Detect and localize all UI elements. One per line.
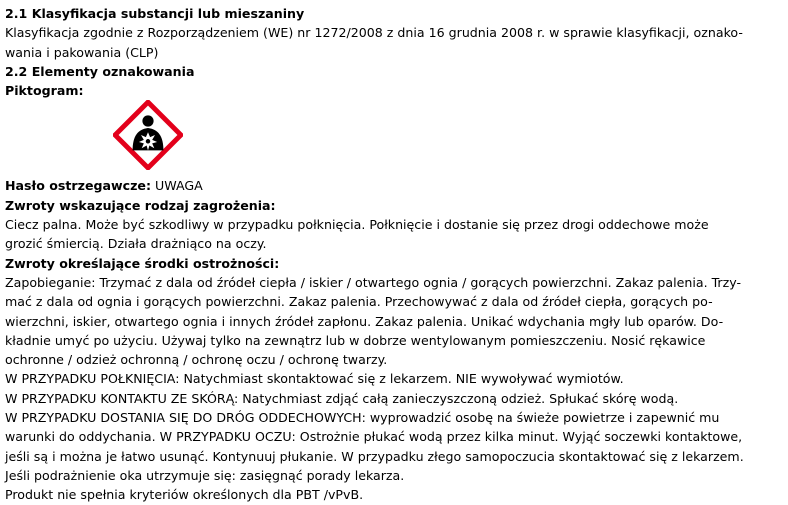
section-2-2-heading: 2.2 Elementy oznakowania [5, 63, 195, 79]
pbt-vpvb-statement: Produkt nie spełnia kryteriów określonych dla PBT /vPvB. [5, 487, 364, 503]
precautionary-statement-line-10: jeśli są i można je łatwo usunąć. Kontynuuj płukanie. W przypadku złego samopoczucia skontaktować się z lekarzem. [5, 448, 744, 464]
ghs08-health-hazard-icon [113, 100, 183, 170]
signal-word-row [5, 176, 783, 195]
precautionary-statement-line-4: kładnie umyć po użyciu. Używaj tylko na zewnątrz lub w dobrze wentylowanym pomieszczeniu. Nosić rękawice [5, 332, 706, 348]
precautionary-statement-line-7: W PRZYPADKU KONTAKTU ZE SKÓRĄ: Natychmiast zdjąć całą zanieczyszczoną odzież. Spłukać skórę wodą. [5, 390, 679, 406]
precautionary-statement-line-9: warunki do oddychania. W PRZYPADKU OCZU: Ostrożnie płukać wodą przez kilka minut. Wyjąć soczewki kontaktowe, [5, 429, 743, 445]
hazard-statement-line-2: grozić śmiercią. Działa drażniąco na oczy. [5, 236, 267, 252]
precautionary-statement-line-11: Jeśli podrażnienie oka utrzymuje się: zasięgnąć porady lekarza. [5, 467, 405, 483]
precautionary-statements-heading: Zwroty określające środki ostrożności: [5, 255, 280, 271]
precautionary-statement-line-8: W PRZYPADKU DOSTANIA SIĘ DO DRÓG ODDECHOWYCH: wyprowadzić osobę na świeże powietrze i zapewnić mu [5, 410, 720, 426]
pictogram-label: Piktogram: [5, 83, 84, 99]
signal-word-label: Hasło ostrzegawcze: [5, 178, 152, 194]
pictogram-area [5, 100, 783, 176]
precautionary-statement-line-3: wierzchni, iskier, otwartego ognia i innych źródeł zapłonu. Zakaz palenia. Unikać wdychania mgły lub oparów. Do- [5, 313, 724, 329]
section-2-1-heading: 2.1 Klasyfikacja substancji lub mieszaniny [5, 6, 305, 21]
signal-word-value: UWAGA [155, 178, 203, 194]
classification-text-line-1: Klasyfikacja zgodnie z Rozporządzeniem (WE) nr 1272/2008 z dnia 16 grudnia 2008 r. w sprawie klasyfikacji, oznako- [5, 25, 743, 41]
precautionary-statement-line-6: W PRZYPADKU POŁKNIĘCIA: Natychmiast skontaktować się z lekarzem. NIE wywoływać wymiotów. [5, 371, 624, 387]
precautionary-statement-line-5: ochronne / odzież ochronną / ochronę oczu / ochronę twarzy. [5, 352, 388, 368]
safety-data-sheet-section-2 [5, 4, 783, 505]
hazard-statement-line-1: Ciecz palna. Może być szkodliwy w przypadku połknięcia. Połknięcie i dostanie się przez drogi oddechowe może [5, 217, 709, 233]
precautionary-statement-line-1: Zapobieganie: Trzymać z dala od źródeł ciepła / iskier / otwartego ognia / gorących powierzchni. Zakaz palenia. Trzy- [5, 274, 741, 290]
precautionary-statement-line-2: mać z dala od ognia i gorących powierzchni. Zakaz palenia. Przechowywać z dala od źródeł ciepła, gorących po- [5, 294, 713, 310]
classification-text-line-2: wania i pakowania (CLP) [5, 44, 159, 60]
hazard-statements-heading: Zwroty wskazujące rodzaj zagrożenia: [5, 197, 276, 213]
